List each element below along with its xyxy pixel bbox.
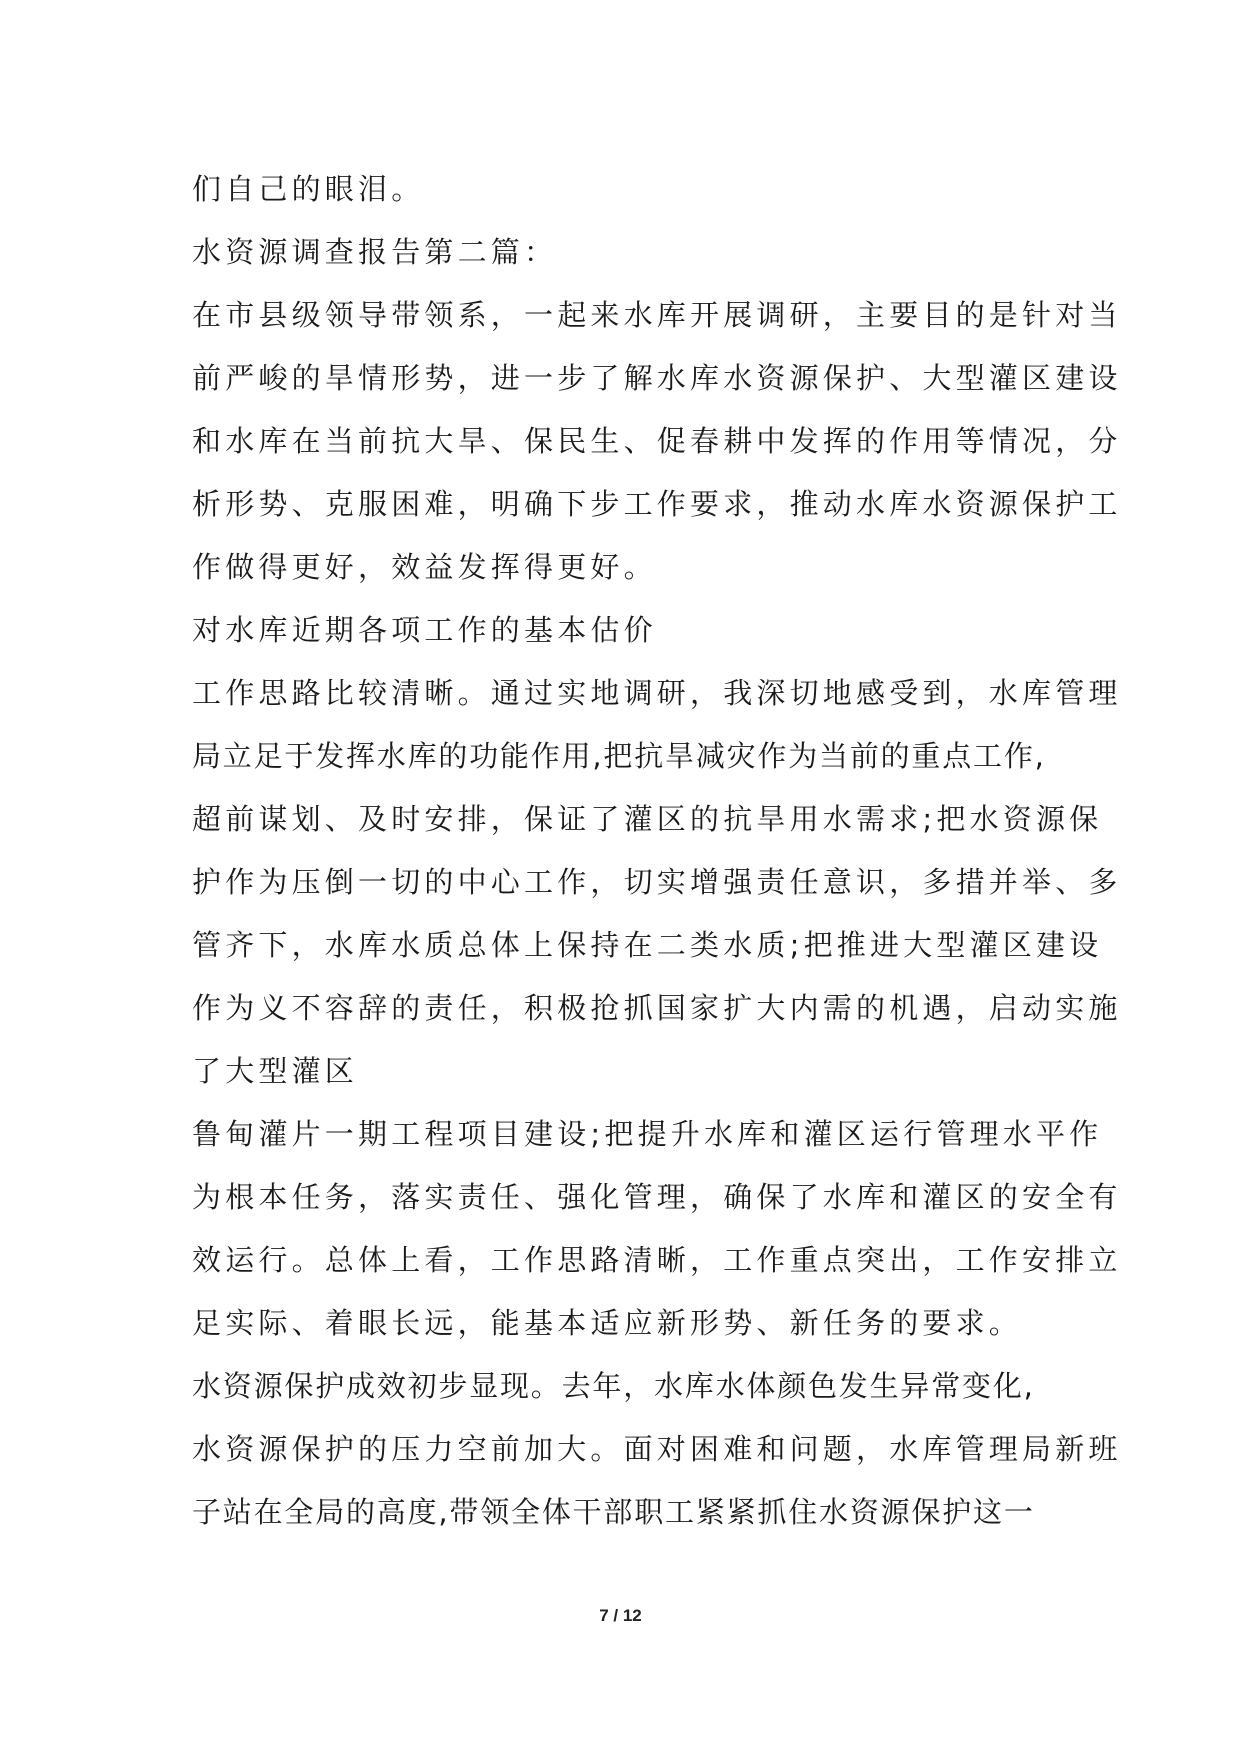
- text-line: 析形势、克服困难，明确下步工作要求，推动水库水资源保护工: [192, 487, 1122, 521]
- text-line: 足实际、着眼长远，能基本适应新形势、新任务的要求。: [192, 1306, 1023, 1340]
- text-line: 作做得更好，效益发挥得更好。: [192, 550, 657, 584]
- document-body: [192, 158, 1122, 1544]
- text-line: 效运行。总体上看，工作思路清晰，工作重点突出，工作安排立: [192, 1243, 1122, 1277]
- page-number: 7 / 12: [599, 1606, 642, 1625]
- subheading: 对水库近期各项工作的基本估价: [192, 613, 657, 647]
- text-line: 在市县级领导带领系，一起来水库开展调研，主要目的是针对当: [192, 298, 1122, 332]
- text-line: 水资源保护的压力空前加大。面对困难和问题，水库管理局新班: [192, 1432, 1122, 1466]
- text-line: 前严峻的旱情形势，进一步了解水库水资源保护、大型灌区建设: [192, 361, 1122, 395]
- text-line: 局立足于发挥水库的功能作用,把抗旱减灾作为当前的重点工作,: [192, 739, 1046, 773]
- text-line: 子站在全局的高度,带领全体干部职工紧紧抓住水资源保护这一: [192, 1495, 1035, 1529]
- text-line: 了大型灌区: [192, 1054, 359, 1088]
- text-line: 鲁甸灌片一期工程项目建设;把提升水库和灌区运行管理水平作: [192, 1117, 1103, 1151]
- text-line: 超前谋划、及时安排，保证了灌区的抗旱用水需求;把水资源保: [192, 802, 1103, 836]
- text-line: 管齐下，水库水质总体上保持在二类水质;把推进大型灌区建设: [192, 928, 1103, 962]
- text-line: 作为义不容辞的责任，积极抢抓国家扩大内需的机遇，启动实施: [192, 991, 1122, 1025]
- text-line: 水资源保护成效初步显现。去年，水库水体颜色发生异常变化,: [192, 1369, 1035, 1403]
- section-heading: 水资源调查报告第二篇：: [192, 235, 558, 269]
- text-line: 工作思路比较清晰。通过实地调研，我深切地感受到，水库管理: [192, 676, 1122, 710]
- text-line: 为根本任务，落实责任、强化管理，确保了水库和灌区的安全有: [192, 1180, 1122, 1214]
- text-line: 和水库在当前抗大旱、保民生、促春耕中发挥的作用等情况，分: [192, 424, 1122, 458]
- text-line: 们自己的眼泪。: [192, 172, 425, 206]
- text-line: 护作为压倒一切的中心工作，切实增强责任意识，多措并举、多: [192, 865, 1122, 899]
